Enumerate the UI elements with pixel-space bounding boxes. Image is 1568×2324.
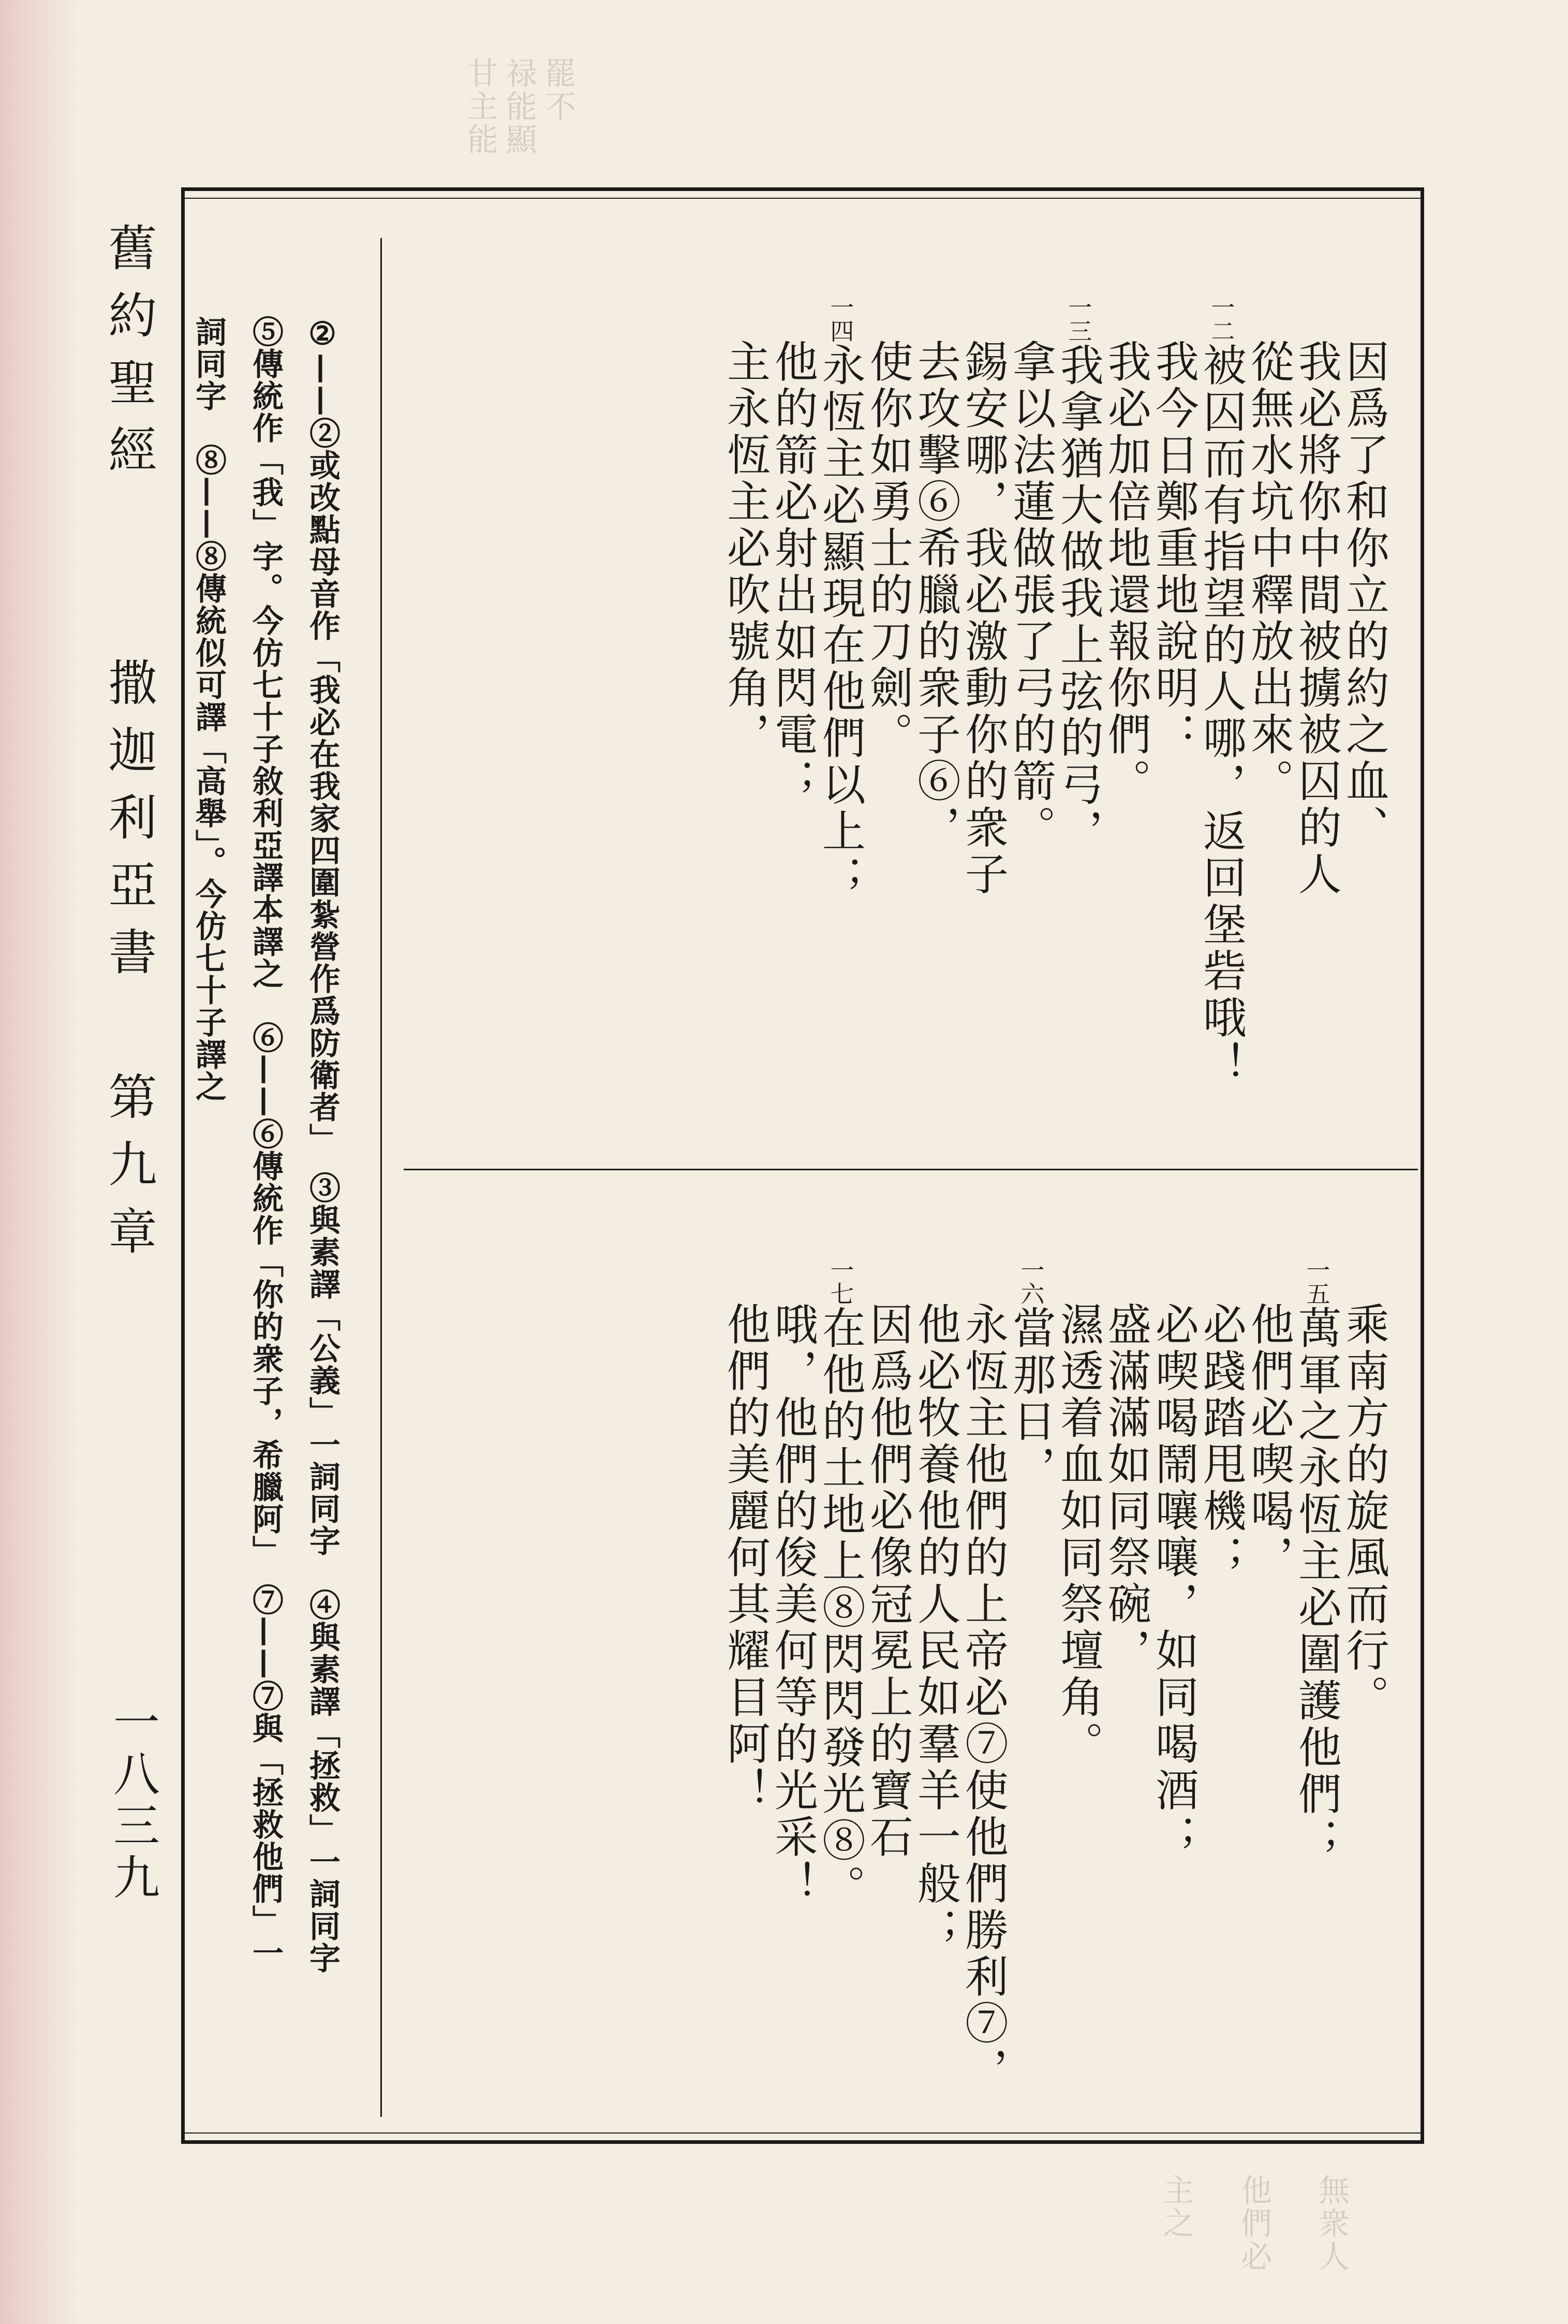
verse-text: 錫安哪，我必激動你的衆子: [958, 339, 1009, 898]
verse-number: 一五: [1303, 1258, 1331, 1305]
verse-text: 被囚而有指望的人哪，返回堡砦哦！: [1196, 343, 1247, 1088]
verse-column: [1197, 295, 1245, 1088]
verse-number: 一七: [826, 1258, 855, 1305]
verse-text: 盛滿滿如同祭碗，: [1101, 1302, 1152, 1674]
bleed-through-text: 主之: [1158, 2174, 1194, 2240]
verse-text: 因爲了和你立的約之血、: [1339, 339, 1390, 851]
verse-column: [959, 1258, 1007, 2094]
verse-text: 哦，他們的俊美何等的光采！: [767, 1302, 819, 1907]
bleed-through-text: 甘主能: [462, 57, 498, 156]
bleed-through-text: 他們必: [1236, 2174, 1272, 2273]
verse-column: [769, 295, 817, 805]
verse-text: 拿以法蓮做張了弓的箭。: [1005, 339, 1057, 851]
verse-text: 我今日鄭重地說明：: [1148, 339, 1200, 758]
verse-column: [1007, 1258, 1055, 1492]
verse-column: [864, 1258, 912, 1861]
verse-number: 一六: [1017, 1258, 1045, 1305]
verse-text: 從無水坑中釋放出來。: [1244, 339, 1295, 805]
verse-text: 他必牧養他的人民如羣羊一般；: [910, 1302, 961, 1954]
verse-text: 我必將你中間被擄被囚的人: [1291, 339, 1342, 898]
running-chapter: 第九章: [100, 1071, 156, 1273]
running-title: 舊約聖經: [100, 223, 156, 492]
verse-text: 主永恆主必吹號角，: [720, 339, 771, 758]
verse-text: 因爲他們必像冠冕上的寶石: [863, 1302, 914, 1861]
verse-number: 一四: [826, 295, 855, 343]
verse-text: 在他的土地上⑧閃閃發光⑧。: [815, 1305, 866, 1911]
verse-column: [721, 1258, 769, 1814]
verse-text: 使你如勇士的刀劍。: [863, 339, 914, 758]
page-number: 一八三九: [105, 1698, 159, 1905]
verse-column: [1055, 295, 1102, 855]
verse-column: [1148, 1258, 1200, 1861]
bleed-through-text: 無衆人: [1313, 2174, 1350, 2273]
running-book-name: 撒迦利亞書: [100, 657, 156, 994]
verse-text: 去攻擊⑥希臘的衆子⑥，: [910, 339, 961, 851]
verse-text: 他們必喫喝，: [1244, 1302, 1295, 1581]
verse-column: [817, 295, 864, 902]
verse-column: [912, 1258, 959, 1954]
verse-text: 必踐踏甩機；: [1196, 1302, 1247, 1581]
verse-column: [1102, 295, 1150, 805]
verse-text: 我拿猶大做我上弦的弓，: [1053, 343, 1104, 855]
verse-text: 萬軍之永恆主必圍護他們；: [1291, 1305, 1342, 1864]
verse-column: [1293, 1258, 1340, 1864]
verse-text: 永恆主必顯現在他們以上；: [815, 343, 866, 902]
verse-column: [1148, 295, 1200, 758]
verse-column: [1245, 295, 1293, 805]
verse-number: 一三: [1064, 295, 1093, 343]
verse-column: [1197, 1258, 1245, 1581]
verse-text: 我必加倍地還報你們。: [1101, 339, 1152, 805]
verse-text: 必喫喝鬧嚷嚷，如同喝酒；: [1148, 1302, 1200, 1861]
footnote-divider: [380, 238, 382, 2117]
verse-text: 乘南方的旋風而行。: [1339, 1302, 1390, 1721]
verse-column: [817, 1258, 864, 1911]
page-edge-tint: [0, 0, 78, 2324]
verse-text: 他們的美麗何其耀目阿！: [720, 1302, 771, 1814]
verse-column: [1007, 295, 1055, 851]
verse-text: 永恆主他們的上帝必⑦使他們勝利⑦，: [958, 1302, 1009, 2094]
verse-column: [769, 1258, 817, 1907]
verse-column: [1102, 1258, 1150, 1674]
verse-text: 濕透着血如同祭壇角。: [1053, 1302, 1104, 1768]
verse-column: [864, 295, 912, 758]
footnote-line: ⑤傳統作「我」字。今仿七十子敘利亞譯本譯之 ⑥——⑥傳統作「你的衆子，希臘阿」 ⑦——⑦與「拯救他們」一: [247, 316, 284, 1969]
verse-column: [721, 295, 769, 758]
verse-text: 當那日，: [1005, 1305, 1057, 1492]
verse-text: 他的箭必射出如閃電；: [767, 339, 819, 805]
verse-column: [1340, 1258, 1388, 1721]
verse-column: [959, 295, 1007, 898]
verse-number: 一二: [1207, 295, 1236, 343]
footnote-line: ②——②或改點母音作「我必在我家四圍紮營作爲防衛者」 ③與素譯「公義」一詞同字 ④與素譯「拯救」一詞同字: [304, 316, 341, 1974]
footnote-line: 詞同字 ⑧——⑧傳統似可譯「高舉」。今仿七十子譯之: [190, 316, 227, 1102]
verse-column: [912, 295, 959, 851]
verse-column: [1293, 295, 1340, 898]
section-divider: [404, 1169, 1418, 1170]
verse-column: [1245, 1258, 1293, 1581]
verse-column: [1055, 1258, 1102, 1768]
verse-column: [1340, 295, 1388, 851]
bleed-through-text: 罷不: [540, 57, 576, 123]
bleed-through-text: 禄能顯: [501, 57, 537, 156]
